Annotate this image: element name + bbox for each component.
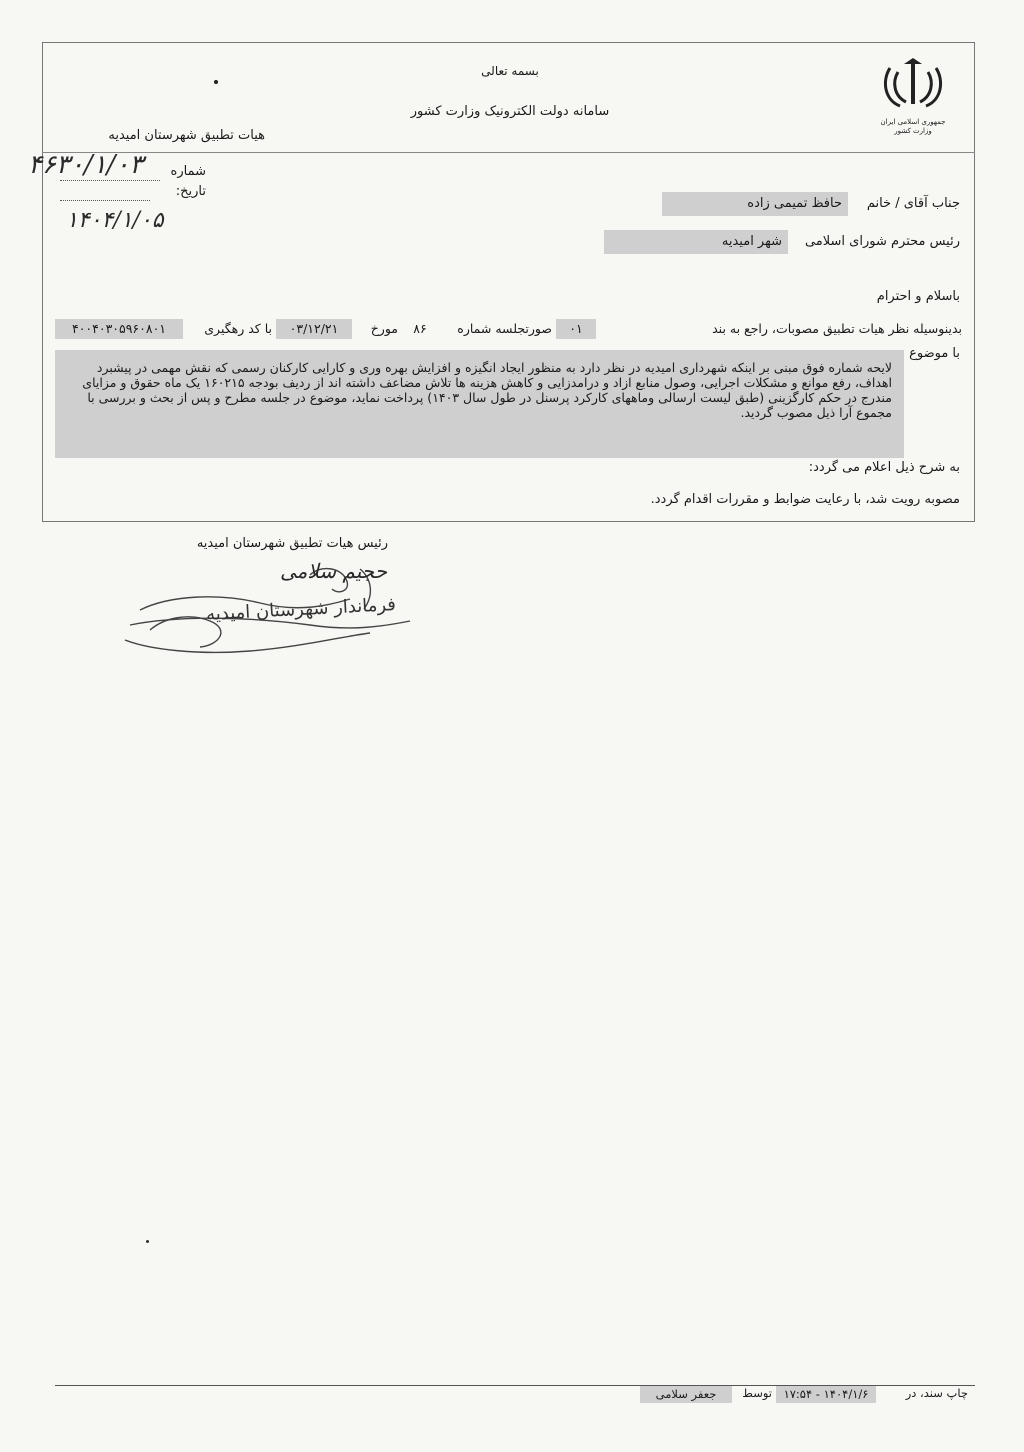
signatory-title: رئیس هیات تطبیق شهرستان امیدیه xyxy=(196,536,388,551)
session-date: ۰۳/۱۲/۲۱ xyxy=(276,319,352,339)
handwritten-number: ۴۶۳۰/۱/۰۳ xyxy=(28,150,144,180)
bond-number: ۰۱ xyxy=(556,319,596,339)
decision-intro-2: صورتجلسه شماره xyxy=(457,321,552,336)
by-label: توسط xyxy=(742,1386,772,1400)
number-dotline xyxy=(60,180,160,181)
handwritten-date: ۱۴۰۴/۱/۰۵ xyxy=(66,208,164,233)
signature-block xyxy=(110,555,440,669)
session-number: ۸۶ xyxy=(413,321,427,336)
stamp-text: فرماندار شهرستان امیدیه xyxy=(205,594,397,625)
dot-mark xyxy=(214,80,218,84)
date-label: تاریخ: xyxy=(175,184,206,199)
date-dotline xyxy=(60,200,150,201)
number-label: شماره xyxy=(170,164,206,179)
subject-label: با موضوع xyxy=(909,346,960,361)
iran-emblem-icon xyxy=(878,56,948,136)
emblem-caption-1: جمهوری اسلامی ایران xyxy=(880,118,946,126)
recipient-title-prefix: رئیس محترم شورای اسلامی xyxy=(804,234,960,249)
signature-name: حجیم سلامی xyxy=(280,559,388,583)
printed-datetime: ۱۴۰۴/۱/۶ - ۱۷:۵۴ xyxy=(776,1386,876,1403)
tracking-code: ۴۰۰۴۰۳۰۵۹۶۰۸۰۱ xyxy=(55,319,183,339)
printed-by: جعفر سلامی xyxy=(640,1386,732,1403)
system-title: سامانه دولت الکترونیک وزارت کشور xyxy=(410,104,610,119)
speck-mark xyxy=(146,1240,149,1243)
printed-label: چاپ سند، در xyxy=(905,1386,968,1400)
salutation-label: جناب آقای / خانم xyxy=(866,196,960,211)
emblem-caption-2: وزارت کشور xyxy=(894,127,932,135)
recipient-title-org: شهر امیدیه xyxy=(604,230,788,254)
recipient-name: حافظ تمیمی زاده xyxy=(662,192,848,216)
basmala: بسمه تعالی xyxy=(481,64,539,78)
greeting: باسلام و احترام xyxy=(876,289,960,304)
decision-intro-4: با کد رهگیری xyxy=(204,321,272,336)
decision-intro-1: بدینوسیله نظر هیات تطبیق مصوبات، راجع به بند xyxy=(712,321,962,336)
header-divider xyxy=(42,152,975,153)
decision-text: مصوبه رویت شد، با رعایت ضوابط و مقررات اقدام گردد. xyxy=(650,492,960,507)
org-name: هیات تطبیق شهرستان امیدیه xyxy=(108,128,265,143)
subject-text: لایحه شماره فوق مبنی بر اینکه شهرداری امیدیه در نظر دارد به منظور ایجاد انگیزه و افزایش بهره وری و کارایی کارکنان رسمی که نقش مهمی در پیشبرد اهداف، رفع موانع و مشکلات اجرایی، وصول منابع ازاد و درامدزایی و کاهش هزینه ها تلاش مضاعف داشته اند از ردیف بودجه ۱۶۰۲۱۵ یک ماه حقوق و مزایای مندرج در حکم کارگزینی (طبق لیست ارسالی وماههای کارکرد پرسنل در طول سال ۱۴۰۳) پرداخت نماید، موضوع در جلسه مطرح و پس از بحث و بررسی با مجموع آرا ذیل مصوب گردید. xyxy=(55,350,904,458)
decision-intro-3: مورخ xyxy=(370,321,398,336)
announce-text: به شرح ذیل اعلام می گردد: xyxy=(808,460,960,475)
